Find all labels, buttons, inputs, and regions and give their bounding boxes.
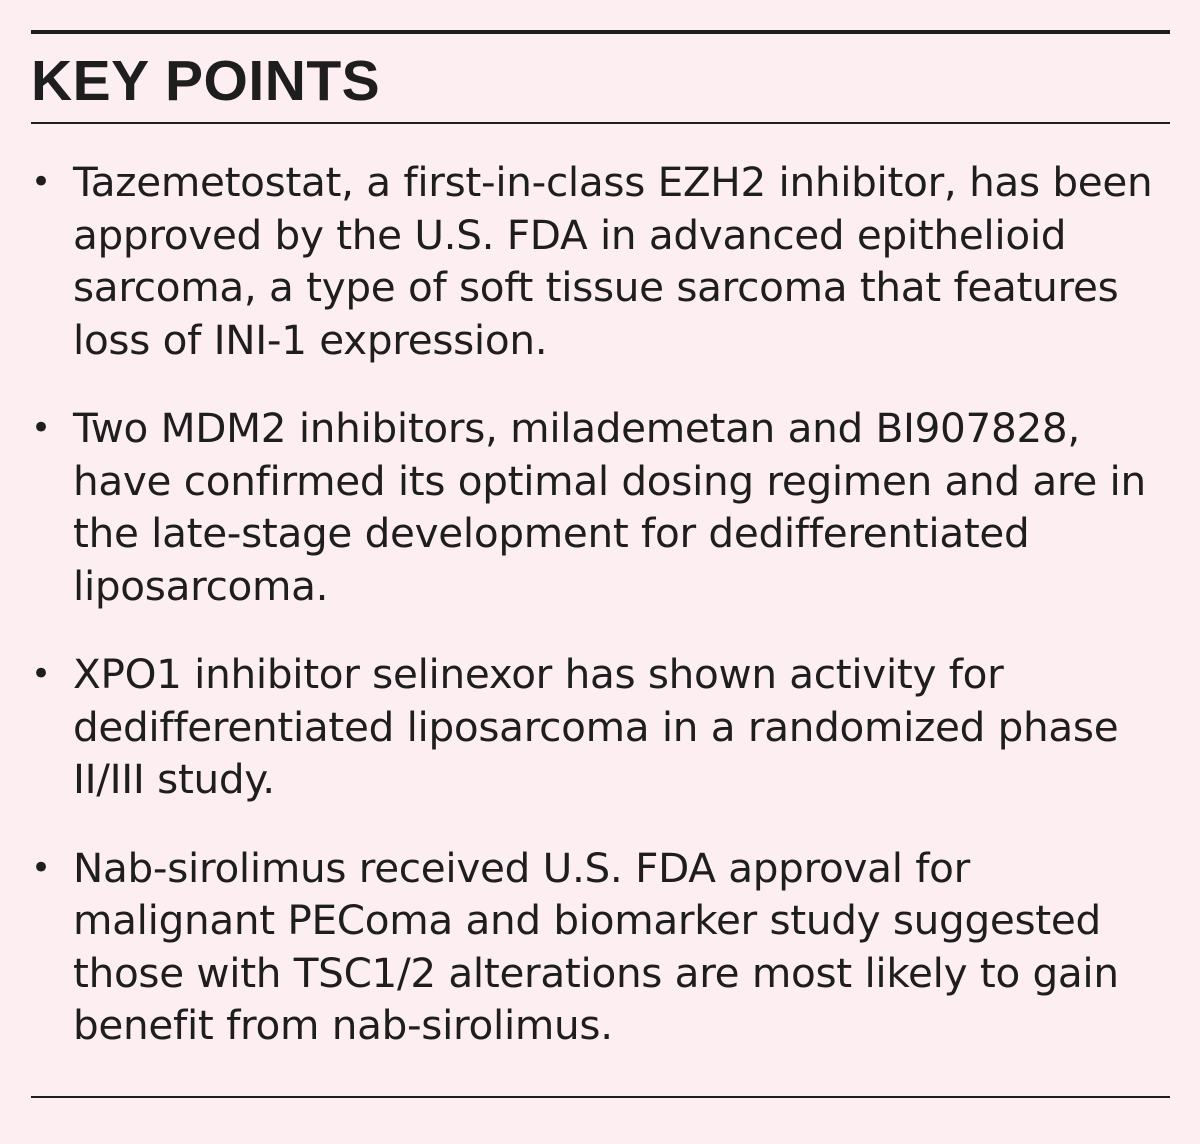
bullet-icon: • [31, 654, 51, 694]
key-point-text: Nab-sirolimus received U.S. FDA approval for malignant PEComa and biomarker study suggested those with TSC1/2 alterations are most likely to gain benefit from nab-sirolimus. [73, 843, 1119, 1049]
key-points-list [31, 156, 1181, 1088]
key-point-2 [31, 402, 1181, 612]
bullet-icon: • [31, 847, 51, 888]
key-point-1 [31, 156, 1181, 366]
key-point-4 [31, 842, 1181, 1052]
key-point-text: Tazemetostat, a first-in-class EZH2 inhibitor, has been approved by the U.S. FDA in advanced epithelioid sarcoma, a type of soft tissue sarcoma that features loss of INI-1 expression. [73, 158, 1153, 364]
key-point-3 [31, 648, 1181, 806]
bottom-rule [31, 1096, 1170, 1098]
title-rule [31, 122, 1170, 124]
key-points-title: KEY POINTS [31, 49, 381, 113]
key-point-text: XPO1 inhibitor selinexor has shown activity for dedifferentiated liposarcoma in a randomized phase II/III study. [73, 650, 1119, 803]
key-point-text: Two MDM2 inhibitors, milademetan and BI907828, have confirmed its optimal dosing regimen and are in the late-stage development for dedifferentiated liposarcoma. [73, 404, 1146, 610]
bullet-icon: • [31, 408, 51, 448]
top-rule [31, 30, 1170, 34]
bullet-icon: • [31, 162, 51, 202]
